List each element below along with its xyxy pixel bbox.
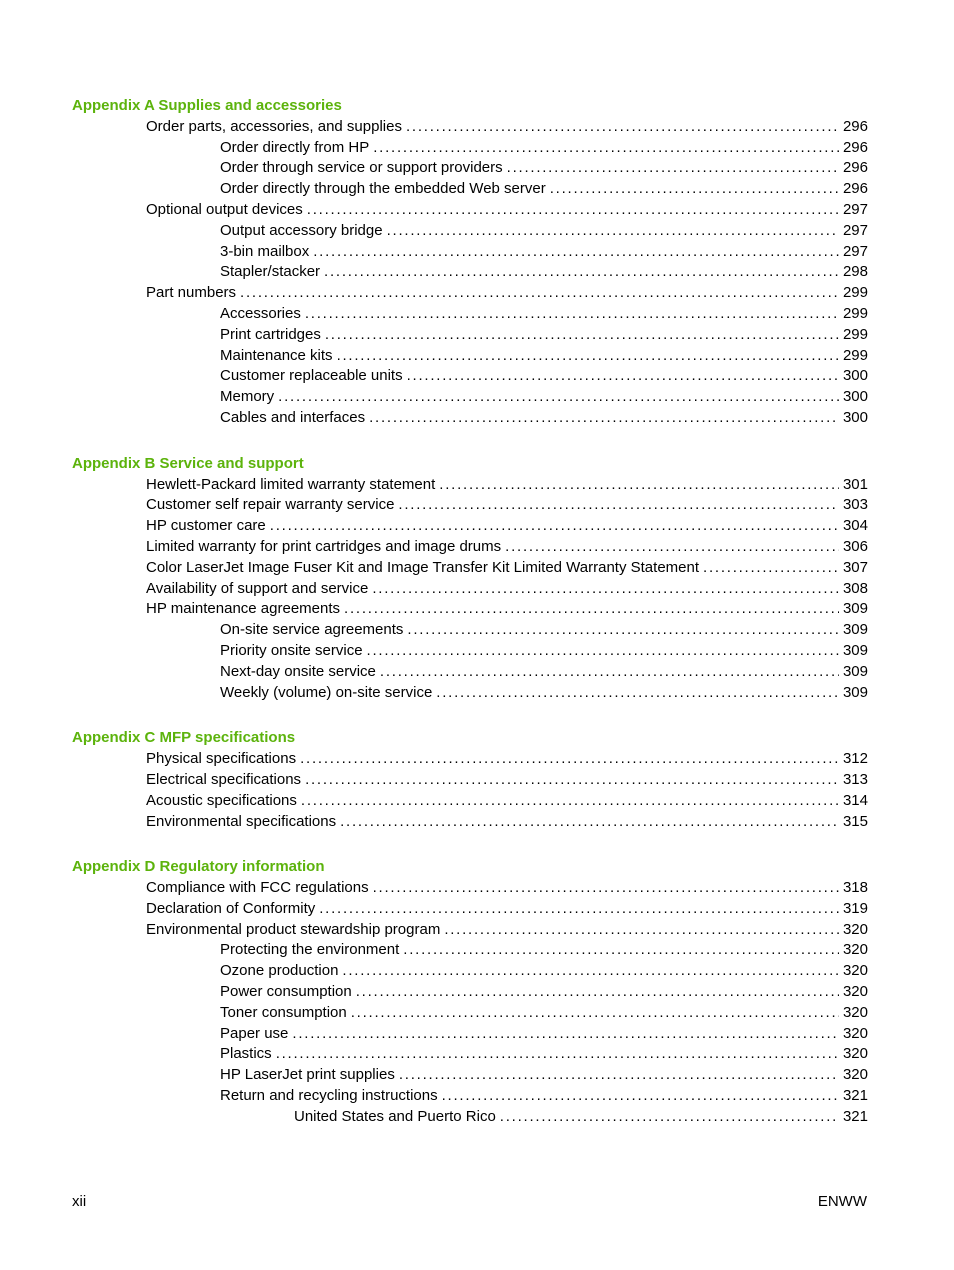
dot-leader [505,537,839,558]
toc-entry[interactable] [72,304,868,325]
toc-entry[interactable] [72,516,868,537]
entry-page-number: 299 [842,325,868,343]
entry-page-number: 299 [842,346,868,364]
toc-entry[interactable] [72,408,868,429]
dot-leader [301,791,839,812]
entry-title: Power consumption [220,983,352,1001]
table-of-contents [72,96,868,1153]
dot-leader [500,1107,839,1128]
entry-title: HP maintenance agreements [146,600,341,618]
dot-leader [373,138,839,159]
dot-leader [300,749,839,770]
entry-title: Hewlett-Packard limited warranty statement [146,475,436,493]
dot-leader [351,1003,839,1024]
entry-title: Order directly from HP [220,138,370,156]
entry-page-number: 296 [842,180,868,198]
entry-page-number: 308 [842,579,868,597]
entry-title: Stapler/stacker [220,263,321,281]
dot-leader [305,770,839,791]
entry-page-number: 321 [842,1107,868,1125]
entry-title: On-site service agreements [220,621,404,639]
section-heading[interactable]: Appendix C MFP specifications [72,729,296,747]
toc-entry[interactable] [72,366,868,387]
entry-page-number: 300 [842,408,868,426]
dot-leader [407,366,839,387]
entry-page-number: 299 [842,284,868,302]
entry-page-number: 297 [842,200,868,218]
entry-title: Next-day onsite service [220,662,376,680]
toc-entry[interactable] [72,770,868,791]
dot-leader [436,683,839,704]
entry-page-number: 321 [842,1087,868,1105]
dot-leader [292,1024,839,1045]
toc-entry[interactable] [72,138,868,159]
dot-leader [369,408,839,429]
toc-entry[interactable] [72,599,868,620]
entry-page-number: 319 [842,899,868,917]
dot-leader [278,387,839,408]
entry-page-number: 320 [842,1066,868,1084]
toc-entry[interactable] [72,495,868,516]
entry-page-number: 298 [842,263,868,281]
entry-title: Print cartridges [220,325,321,343]
entry-page-number: 320 [842,983,868,1001]
dot-leader [373,878,839,899]
entry-page-number: 320 [842,1024,868,1042]
toc-entry[interactable] [72,242,868,263]
entry-title: Toner consumption [220,1003,347,1021]
entry-page-number: 309 [842,641,868,659]
toc-section [72,728,868,832]
entry-page-number: 313 [842,770,868,788]
dot-leader [305,304,839,325]
entry-title: Ozone production [220,962,339,980]
entry-page-number: 320 [842,962,868,980]
entry-title: Return and recycling instructions [220,1087,438,1105]
toc-entry[interactable] [72,158,868,179]
entry-title: Electrical specifications [146,770,302,788]
entry-title: Declaration of Conformity [146,899,316,917]
page-number: xii [72,1193,87,1210]
toc-entry[interactable] [72,117,868,138]
entry-title: Protecting the environment [220,941,400,959]
dot-leader [406,117,839,138]
locale-code: ENWW [817,1193,867,1210]
toc-entry[interactable] [72,940,868,961]
entry-title: Maintenance kits [220,346,333,364]
entry-page-number: 309 [842,600,868,618]
entry-page-number: 301 [842,475,868,493]
entry-page-number: 300 [842,388,868,406]
toc-entry[interactable] [72,387,868,408]
entry-page-number: 312 [842,750,868,768]
toc-entry[interactable] [72,1086,868,1107]
dot-leader [703,558,839,579]
entry-title: Customer replaceable units [220,367,403,385]
entry-title: HP customer care [146,517,266,535]
toc-entry[interactable] [72,961,868,982]
toc-entry[interactable] [72,179,868,200]
entry-title: Priority onsite service [220,641,363,659]
toc-entry[interactable] [72,683,868,704]
dot-leader [372,579,839,600]
entry-title: Customer self repair warranty service [146,496,395,514]
toc-entry[interactable] [72,1044,868,1065]
entry-page-number: 309 [842,662,868,680]
section-heading[interactable]: Appendix D Regulatory information [72,858,325,876]
toc-entry[interactable] [72,662,868,683]
entry-page-number: 304 [842,517,868,535]
entry-title: United States and Puerto Rico [294,1107,496,1125]
dot-leader [270,516,839,537]
entry-title: Plastics [220,1045,272,1063]
entry-page-number: 297 [842,242,868,260]
entry-page-number: 320 [842,920,868,938]
toc-entry[interactable] [72,325,868,346]
toc-entry[interactable] [72,791,868,812]
entry-page-number: 309 [842,621,868,639]
toc-entry[interactable] [72,221,868,242]
dot-leader [442,1086,839,1107]
toc-section [72,96,868,429]
entry-title: HP LaserJet print supplies [220,1066,395,1084]
toc-section [72,857,868,1127]
dot-leader [367,641,839,662]
toc-entry[interactable] [72,920,868,941]
entry-title: Accessories [220,304,301,322]
dot-leader [399,1065,839,1086]
entry-page-number: 299 [842,304,868,322]
entry-title: Order through service or support providers [220,159,503,177]
entry-title: Order parts, accessories, and supplies [146,117,402,135]
dot-leader [403,940,839,961]
dot-leader [340,812,839,833]
entry-page-number: 315 [842,812,868,830]
toc-entry[interactable] [72,579,868,600]
toc-entry[interactable] [72,475,868,496]
toc-entry[interactable] [72,1065,868,1086]
toc-entry[interactable] [72,620,868,641]
entry-page-number: 297 [842,221,868,239]
entry-page-number: 306 [842,537,868,555]
dot-leader [380,662,839,683]
entry-title: Limited warranty for print cartridges and image drums [146,537,502,555]
toc-entry[interactable] [72,346,868,367]
toc-entry[interactable] [72,641,868,662]
dot-leader [307,200,839,221]
toc-entry[interactable] [72,537,868,558]
toc-entry[interactable] [72,262,868,283]
entry-page-number: 300 [842,367,868,385]
toc-entry[interactable] [72,283,868,304]
entry-page-number: 307 [842,558,868,576]
toc-entry[interactable] [72,200,868,221]
entry-title: Part numbers [146,284,237,302]
entry-title: Cables and interfaces [220,408,366,426]
dot-leader [444,920,839,941]
toc-entry[interactable] [72,558,868,579]
entry-title: Availability of support and service [146,579,369,597]
toc-entry[interactable] [72,1003,868,1024]
entry-title: Compliance with FCC regulations [146,879,369,897]
entry-title: Weekly (volume) on-site service [220,683,433,701]
entry-page-number: 320 [842,941,868,959]
entry-page-number: 318 [842,879,868,897]
dot-leader [325,325,839,346]
dot-leader [337,346,839,367]
entry-title: Output accessory bridge [220,221,383,239]
entry-title: Paper use [220,1024,289,1042]
dot-leader [507,158,839,179]
entry-page-number: 303 [842,496,868,514]
entry-page-number: 296 [842,117,868,135]
toc-entry[interactable] [72,982,868,1003]
toc-entry[interactable] [72,1107,868,1128]
dot-leader [240,283,839,304]
dot-leader [387,221,839,242]
dot-leader [356,982,839,1003]
entry-title: Color LaserJet Image Fuser Kit and Image Transfer Kit Limited Warranty Statement [146,558,700,576]
entry-title: Acoustic specifications [146,791,297,809]
entry-page-number: 314 [842,791,868,809]
toc-entry[interactable] [72,749,868,770]
entry-page-number: 320 [842,1003,868,1021]
entry-title: Physical specifications [146,750,297,768]
dot-leader [319,899,839,920]
toc-entry[interactable] [72,1024,868,1045]
entry-page-number: 296 [842,159,868,177]
dot-leader [407,620,839,641]
entry-title: Optional output devices [146,200,303,218]
dot-leader [344,599,839,620]
dot-leader [342,961,839,982]
dot-leader [276,1044,839,1065]
entry-title: 3-bin mailbox [220,242,310,260]
entry-page-number: 320 [842,1045,868,1063]
dot-leader [550,179,839,200]
section-heading[interactable]: Appendix B Service and support [72,454,304,472]
dot-leader [398,495,839,516]
entry-page-number: 296 [842,138,868,156]
entry-title: Order directly through the embedded Web server [220,180,546,198]
toc-section [72,454,868,704]
entry-title: Environmental specifications [146,812,337,830]
dot-leader [439,475,839,496]
section-heading[interactable]: Appendix A Supplies and accessories [72,97,342,114]
entry-title: Memory [220,388,275,406]
dot-leader [324,262,839,283]
entry-page-number: 309 [842,683,868,701]
dot-leader [313,242,839,263]
toc-entry[interactable] [72,812,868,833]
toc-entry[interactable] [72,878,868,899]
toc-entry[interactable] [72,899,868,920]
entry-title: Environmental product stewardship program [146,920,441,938]
